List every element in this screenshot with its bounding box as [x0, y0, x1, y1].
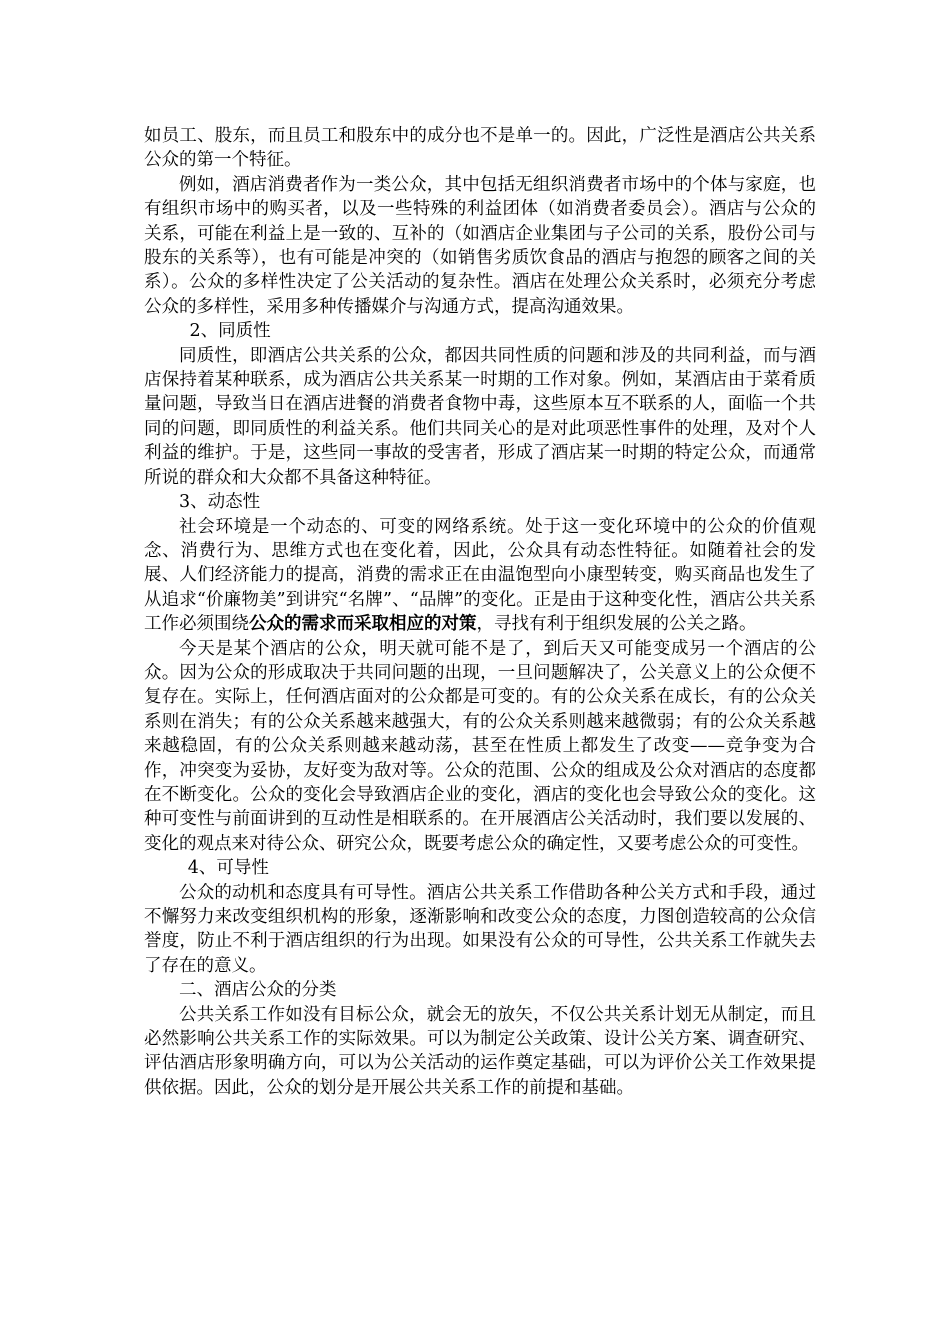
- document-page: [144, 124, 816, 1100]
- paragraph-guidable: 公众的动机和态度具有可导性。酒店公共关系工作借助各种公关方式和手段，通过不懈努力来改变组织机构的形象，逐渐影响和改变公众的态度，力图创造较高的公众信誉度，防止不利于酒店组织的行为出现。如果没有公众的可导性，公共关系工作就失去了存在的意义。: [144, 882, 816, 976]
- bold-emphasis: 公众的需求而采取相应的对策: [249, 614, 477, 635]
- section-heading-homogeneity: 2、同质性: [189, 321, 271, 342]
- paragraph-continuation: 如员工、股东，而且员工和股东中的成分也不是单一的。因此，广泛性是酒店公共关系公众的第一个特征。: [144, 126, 816, 171]
- section-heading-dynamic: 3、动态性: [179, 492, 261, 513]
- section-heading-classification: 二、酒店公众的分类: [179, 980, 337, 1001]
- paragraph-homogeneity: 同质性，即酒店公共关系的公众，都因共同性质的问题和涉及的共同利益，而与酒店保持着某种联系，成为酒店公共关系某一时期的工作对象。例如，某酒店由于菜肴质量问题，导致当日在酒店进餐的消费者食物中毒，这些原本互不联系的人，面临一个共同的问题，即同质性的利益关系。他们共同关心的是对此项恶性事件的处理，及对个人利益的维护。于是，这些同一事故的受害者，形成了酒店某一时期的特定公众，而通常所说的群众和大众都不具备这种特征。: [144, 345, 816, 488]
- paragraph-classification: 公共关系工作如没有目标公众，就会无的放矢，不仅公共关系计划无从制定，而且必然影响公共关系工作的实际效果。可以为制定公关政策、设计公关方案、调查研究、评估酒店形象明确方向，可以为公关活动的运作奠定基础，可以为评价公关工作效果提供依据。因此，公众的划分是开展公共关系工作的前提和基础。: [144, 1004, 816, 1098]
- paragraph-variability: 今天是某个酒店的公众，明天就可能不是了，到后天又可能变成另一个酒店的公众。因为公众的形成取决于共同问题的出现，一旦问题解决了，公关意义上的公众便不复存在。实际上，任何酒店面对的公众都是可变的。有的公众关系在成长，有的公众关系则在消失；有的公众关系越来越强大，有的公众关系则越来越微弱；有的公众关系越来越稳固，有的公众关系则越来越动荡，甚至在性质上都发生了改变——竞争变为合作，冲突变为妥协，友好变为敌对等。公众的范围、公众的组成及公众对酒店的态度都在不断变化。公众的变化会导致酒店企业的变化，酒店的变化也会导致公众的变化。这种可变性与前面讲到的互动性是相联系的。在开展酒店公关活动时，我们要以发展的、变化的观点来对待公众、研究公众，既要考虑公众的确定性，又要考虑公众的可变性。: [144, 638, 816, 854]
- paragraph-dynamic-text: 社会环境是一个动态的、可变的网络系统。处于这一变化环境中的公众的价值观念、消费行为、思维方式也在变化着，因此，公众具有动态性特征。如随着社会的发展、人们经济能力的提高，消费的需求正在由温饱型向小康型转变，购买商品也发生了从追求“价廉物美”到讲究“名牌”、“品牌”的变化。正是由于这种变化性，酒店公共关系工作必须围绕: [144, 516, 816, 635]
- section-heading-guidable: 4、可导性: [187, 858, 269, 879]
- paragraph-consumer-example: 例如，酒店消费者作为一类公众，其中包括无组织消费者市场中的个体与家庭，也有组织市场中的购买者，以及一些特殊的利益团体（如消费者委员会）。酒店与公众的关系，可能在利益上是一致的、互补的（如酒店企业集团与子公司的关系，股份公司与股东的关系等），也有可能是冲突的（如销售劣质饮食品的酒店与抱怨的顾客之间的关系）。公众的多样性决定了公关活动的复杂性。酒店在处理公众关系时，必须充分考虑公众的多样性，采用多种传播媒介与沟通方式，提高沟通效果。: [144, 174, 816, 317]
- paragraph-dynamic: [144, 515, 816, 637]
- paragraph-dynamic-tail: ，寻找有利于组织发展的公关之路。: [476, 614, 757, 635]
